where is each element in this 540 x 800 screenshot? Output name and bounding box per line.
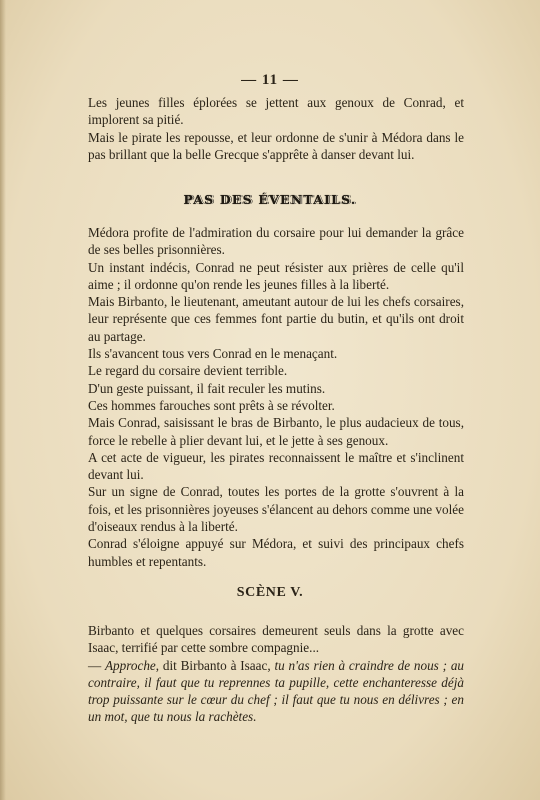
dialogue-attribution: , dit Birbanto à Isaac, — [155, 657, 275, 673]
page-number: — 11 — — [241, 72, 299, 88]
paragraph: Birbanto et quelques corsaires demeurent seuls dans la grotte avec Isaac, terrifié par cette sombre compagnie... — [88, 623, 464, 656]
paragraph: Mais Birbanto, le lieutenant, ameutant autour de lui les chefs corsaires, leur représente que ces femmes font partie du butin, et qu'ils ont droit au partage. — [88, 294, 464, 344]
paragraph: Médora profite de l'admiration du corsaire pour lui demander la grâce de ses belles prisonnières. — [88, 225, 464, 258]
paragraph: D'un geste puissant, il fait reculer les mutins. — [88, 380, 326, 396]
paragraph: Ces hommes farouches sont prêts à se révolter. — [88, 397, 335, 413]
main-text — [88, 224, 464, 570]
dash: — — [88, 657, 105, 673]
opening-text — [88, 94, 464, 163]
paragraph: Le regard du corsaire devient terrible. — [88, 363, 288, 379]
paragraph: Un instant indécis, Conrad ne peut résister aux prières de celle qu'il aime ; il ordonne qu'on rende les jeunes filles à la liberté. — [88, 259, 464, 292]
dialogue-quote: tu n'as rien à craindre de nous ; au contraire, il faut que tu reprennes ta pupille, cette enchanteresse déjà trop puissante sur le cœur du chef ; il faut que tu nous en délivres ; en un mot, que tu nous la rachètes. — [88, 657, 465, 725]
paragraph: Ils s'avancent tous vers Conrad en le menaçant. — [88, 346, 338, 362]
paragraph: Sur un signe de Conrad, toutes les portes de la grotte s'ouvrent à la fois, et les prisonnières joyeuses s'élancent au dehors comme une volée d'oiseaux rendus à la liberté. — [88, 484, 464, 535]
paragraph: Les jeunes filles éplorées se jettent aux genoux de Conrad, et implorent sa pitié. — [88, 95, 464, 128]
section-heading: PAS DES ÉVENTAILS. — [183, 192, 357, 207]
scene-text — [88, 622, 464, 726]
paragraph: Conrad s'éloigne appuyé sur Médora, et suivi des principaux chefs humbles et repentants. — [88, 536, 464, 569]
paragraph: Mais le pirate les repousse, et leur ordonne de s'unir à Médora dans le pas brillant que la belle Grecque s'apprête à danser devant lui. — [88, 129, 464, 162]
paragraph: Mais Conrad, saisissant le bras de Birbanto, le plus audacieux de tous, force le rebelle à plier devant lui, et le jette à ses genoux. — [88, 415, 464, 448]
scene-title: SCÈNE V. — [236, 585, 304, 600]
dialogue-quote: Approche — [105, 657, 156, 673]
paragraph: A cet acte de vigueur, les pirates reconnaissent le maître et s'inclinent devant lui. — [88, 449, 464, 483]
dialogue-paragraph — [88, 657, 464, 726]
